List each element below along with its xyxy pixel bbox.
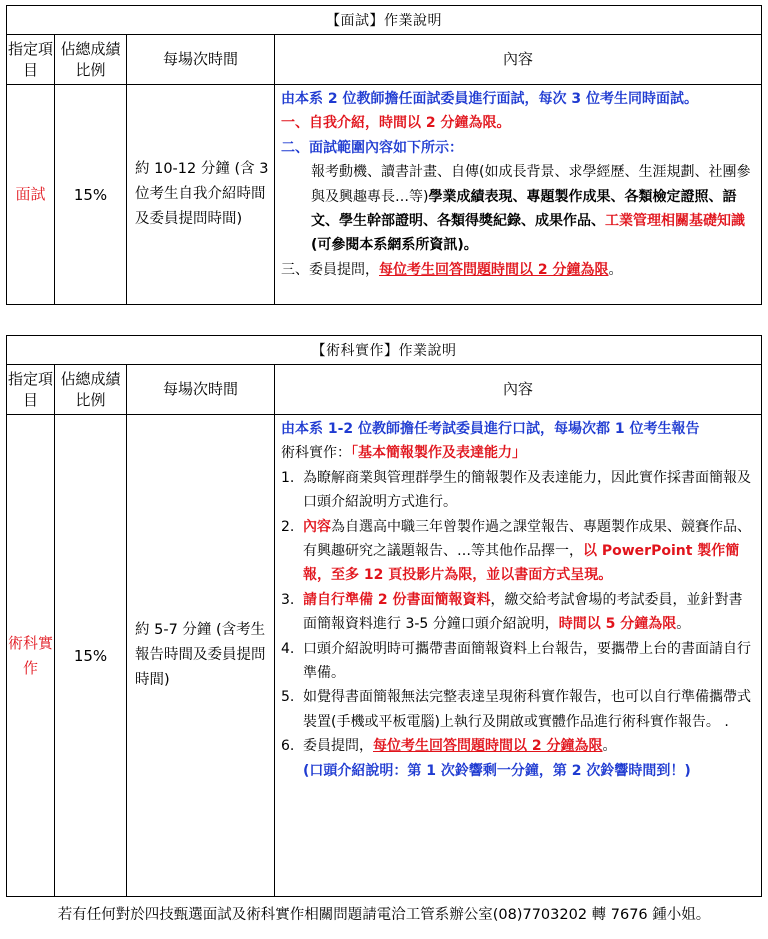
header-content: 內容 (275, 35, 762, 85)
list-number: 6. (281, 738, 295, 755)
interview-line5 (281, 258, 755, 282)
practical-name: 術科實作 (7, 415, 55, 897)
item6-prefix: 委員提問， (303, 738, 373, 755)
interview-table-title: 【面試】作業說明 (7, 6, 762, 35)
practical-table-title: 【術科實作】作業說明 (7, 336, 762, 365)
list-item (281, 637, 755, 686)
line2-highlight: 「基本簡報製作及表達能力」 (351, 445, 526, 462)
practical-note: (口頭介紹說明：第 1 次鈴響剩一分鐘，第 2 次鈴響時間到！) (303, 762, 691, 779)
header-item: 指定項目 (7, 365, 55, 415)
list-item (281, 515, 755, 588)
item2-text: 為自選高中職三年曾製作過之課堂報告、專題製作成果、競賽作品、有興趣研究之議題報告、…等其他作品擇一， (303, 518, 751, 560)
header-ratio: 佔總成績比例 (55, 365, 127, 415)
list-number: 1. (281, 469, 295, 486)
list-text (303, 515, 755, 588)
list-text: 為瞭解商業與管理群學生的簡報製作及表達能力，因此實作採書面簡報及口頭介紹說明方式進行。 (303, 469, 751, 511)
interview-line2: 一、自我介紹，時間以 2 分鐘為限。 (281, 115, 511, 132)
list-number: 3. (281, 591, 295, 608)
item2-highlight: 內容 (303, 518, 331, 535)
footer-contact: 若有任何對於四技甄選面試及術科實作相關問題請電洽工管系辦公室(08)7703202 轉 7676 鍾小姐。 (57, 907, 711, 923)
item3-text: ，繳交給考試會場的考試委員，並針對書面簡報資料進行 3-5 分鐘口頭介紹說明， (303, 591, 743, 633)
practical-content (275, 415, 762, 897)
item6-suffix: 。 (602, 738, 617, 755)
header-ratio: 佔總成績比例 (55, 35, 127, 85)
interview-line1: 由本系 2 位教師擔任面試委員進行面試，每次 3 位考生同時面試。 (281, 91, 698, 107)
interview-content (275, 85, 762, 305)
list-text (303, 734, 755, 758)
header-item: 指定項目 (7, 35, 55, 85)
practical-line1: 由本系 1-2 位教師擔任考試委員進行口試，每場次都 1 位考生報告 (281, 421, 700, 437)
line2-prefix: 術科實作： (281, 445, 351, 462)
item3-limit: 時間以 5 分鐘為限 (558, 616, 677, 633)
item3-suffix: 。 (676, 616, 691, 633)
scope-text-c: 工業管理相關基礎知識 (605, 213, 745, 230)
practical-time: 約 5-7 分鐘 (含考生報告時間及委員提問時間) (127, 415, 275, 897)
item2-rule: 以 PowerPoint 製作簡報，至多 12 頁投影片為限，並以書面方式呈現。 (303, 543, 740, 584)
line5-prefix: 三、委員提問， (281, 261, 379, 278)
interview-time: 約 10-12 分鐘 (含 3 位考生自我介紹時間及委員提問時間) (127, 85, 275, 305)
list-number: 2. (281, 518, 295, 535)
interview-line3: 二、面試範圍內容如下所示： (281, 139, 463, 156)
header-content: 內容 (275, 365, 762, 415)
list-number: 5. (281, 689, 295, 706)
practical-table (6, 335, 762, 897)
practical-line2 (281, 441, 755, 465)
scope-text-b: 學業成績表現、專題製作成果、各類檢定證照、語文、學生幹部證明、各類得獎紀錄、成果作品、 (311, 188, 737, 230)
scope-text-d: (可參閱本系網系所資訊)。 (311, 237, 478, 254)
item3-highlight: 請自行準備 2 份書面簡報資料 (303, 591, 491, 608)
list-text: 口頭介紹說明時可攜帶書面簡報資料上台報告，要攜帶上台的書面請自行準備。 (303, 640, 751, 682)
item6-highlight: 每位考生回答問題時間以 2 分鐘為限 (373, 738, 603, 755)
practical-percent: 15% (55, 415, 127, 897)
interview-table (6, 5, 762, 305)
list-number: 4. (281, 640, 295, 657)
interview-name: 面試 (7, 85, 55, 305)
line5-highlight: 每位考生回答問題時間以 2 分鐘為限 (379, 261, 609, 278)
interview-scope (281, 160, 755, 258)
list-item (281, 685, 755, 734)
list-item (281, 734, 755, 758)
scope-text-a: 報考動機、讀書計畫、自傳(如成長背景、求學經歷、生涯規劃、社團參與及興趣專長…等) (311, 164, 751, 205)
line5-suffix: 。 (608, 261, 623, 278)
list-text (303, 588, 755, 637)
list-text: 如覺得書面簡報無法完整表達呈現術科實作報告，也可以自行準備攜帶式裝置(手機或平板電腦)上執行及開啟或實體作品進行術科實作報告。 . (303, 689, 751, 730)
interview-percent: 15% (55, 85, 127, 305)
header-time: 每場次時間 (127, 365, 275, 415)
list-item (281, 466, 755, 515)
list-item (281, 588, 755, 637)
header-time: 每場次時間 (127, 35, 275, 85)
